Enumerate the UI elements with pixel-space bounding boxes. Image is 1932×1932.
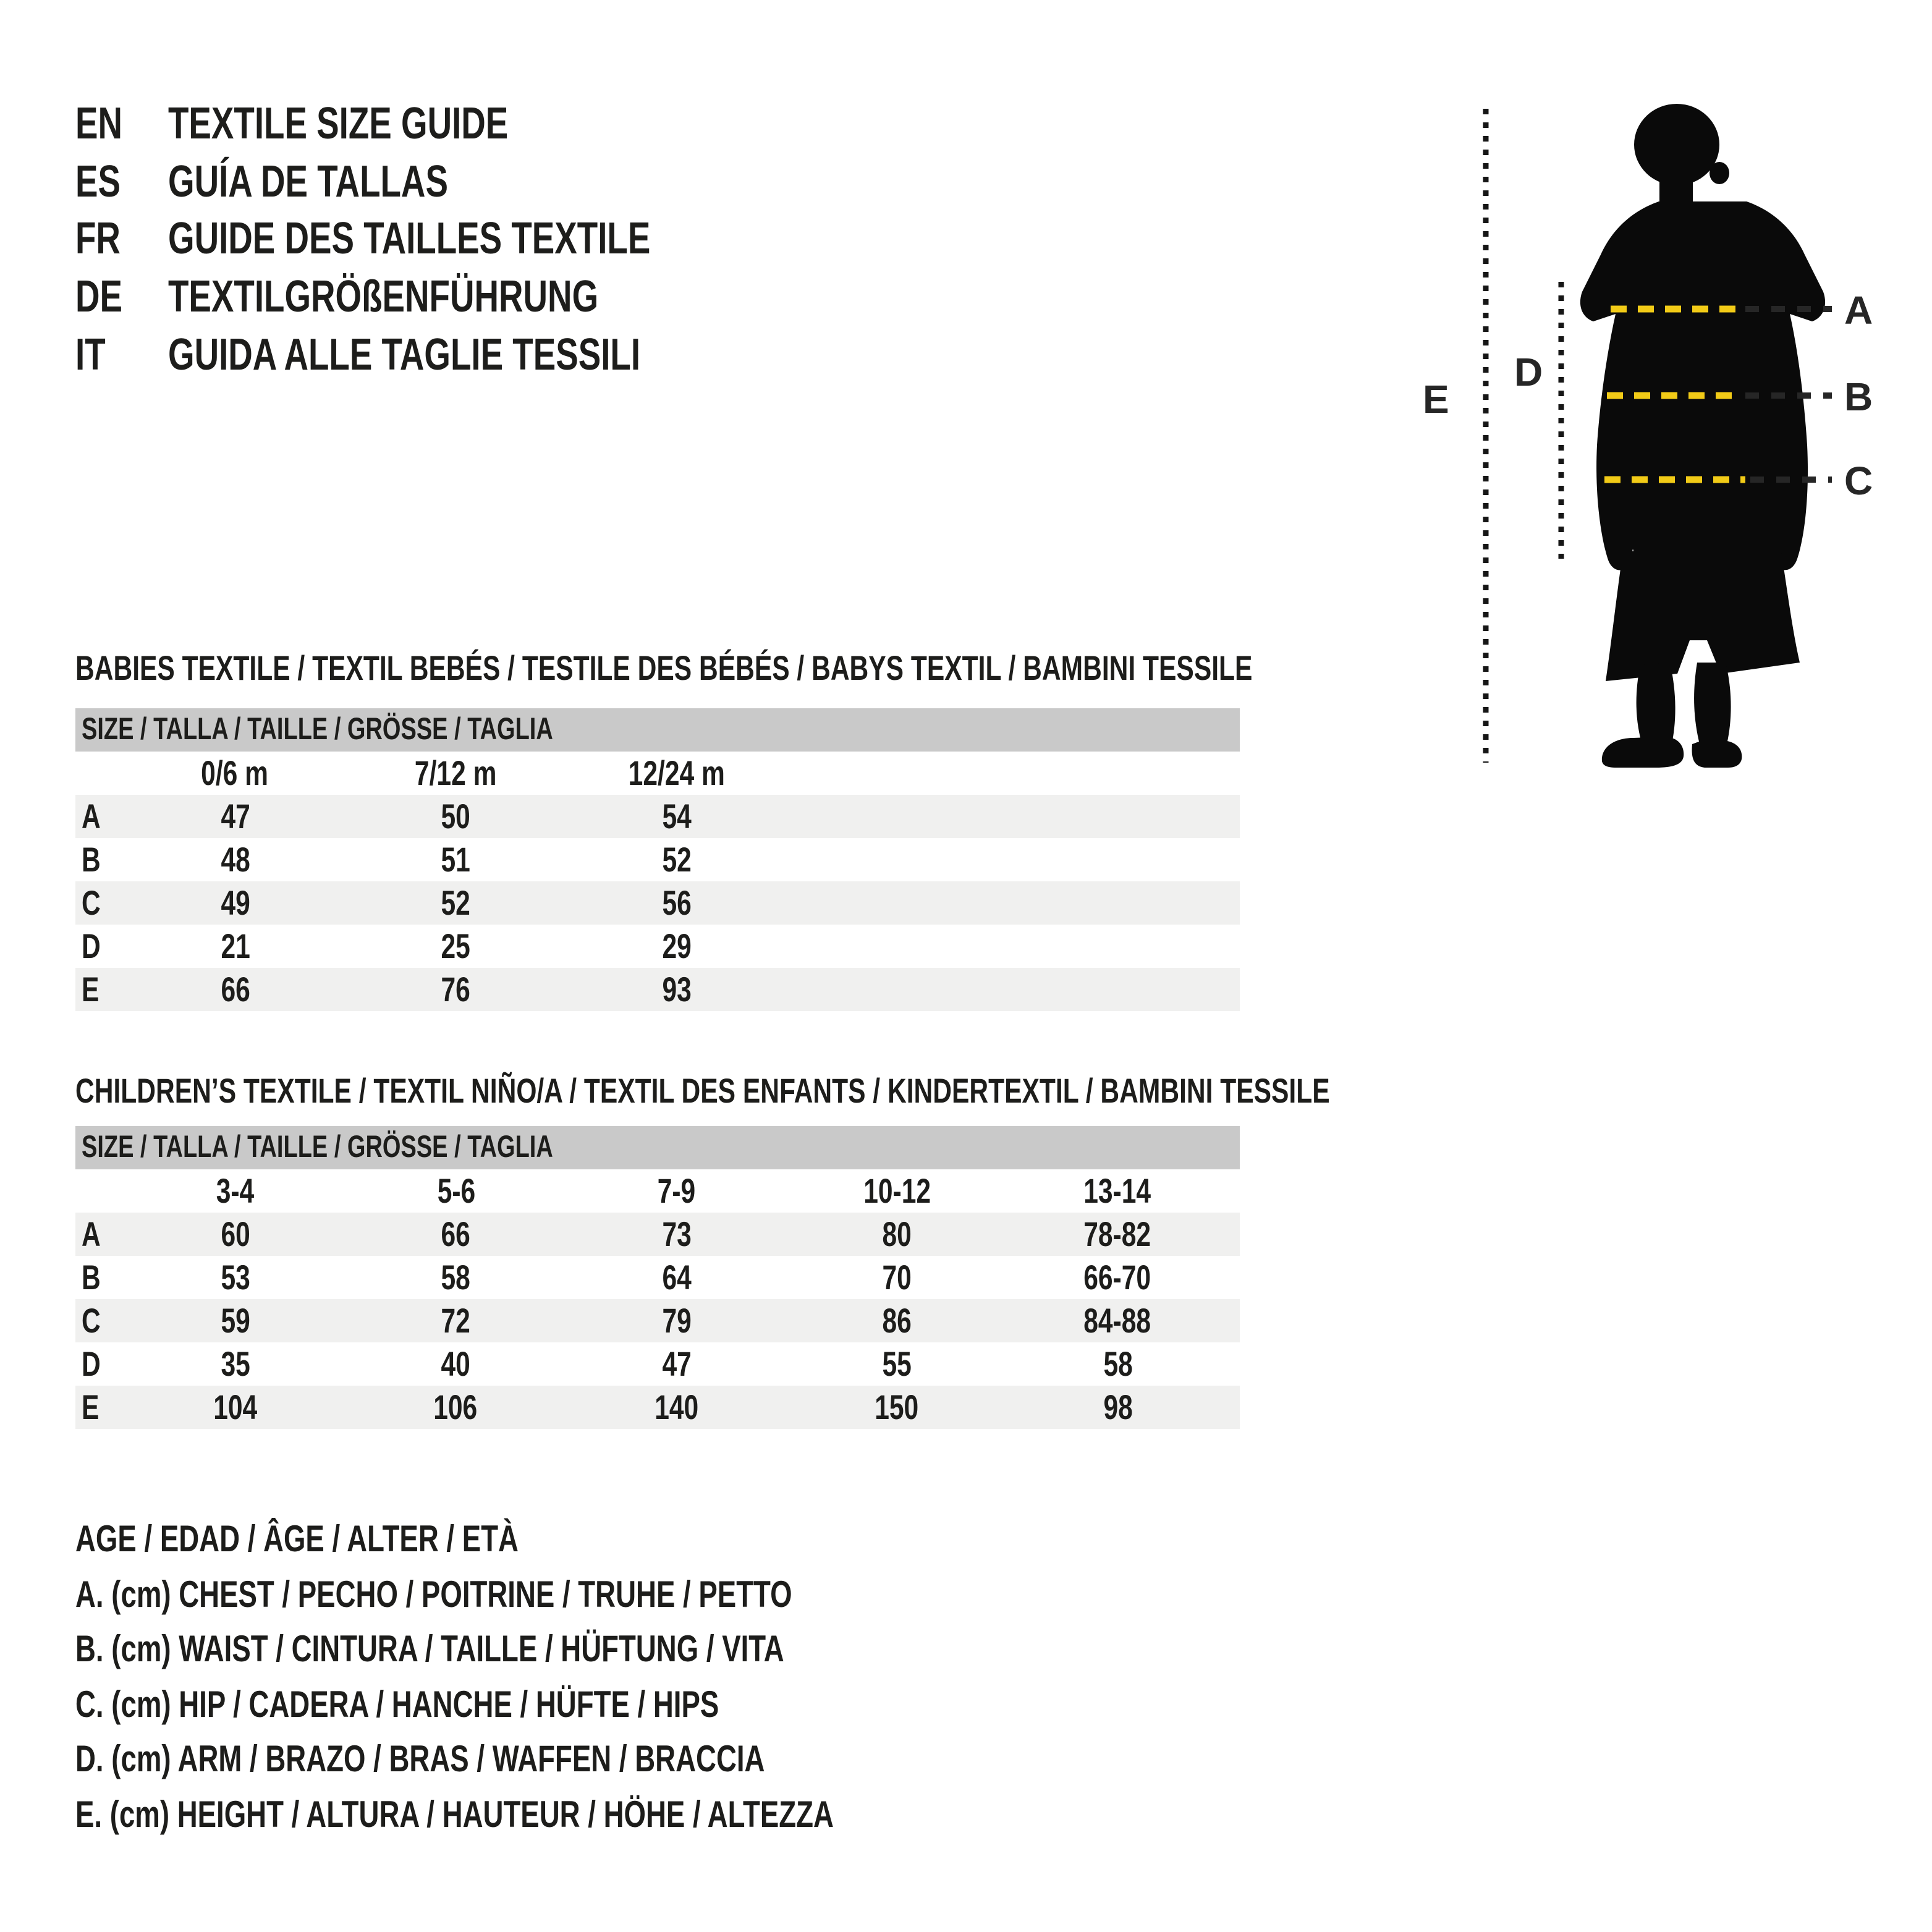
- measurement-legend: [75, 1513, 1073, 1843]
- table-cell: 47: [220, 797, 250, 835]
- table-row-a: [75, 795, 1240, 838]
- figure-label-d: D: [1514, 350, 1543, 394]
- table-cell: 52: [441, 883, 471, 922]
- language-code: IT: [75, 328, 106, 379]
- measurement-figure-diagram: [1409, 99, 1932, 791]
- babies-section-title: BABIES TEXTILE / TEXTIL BEBÉS / TESTILE DES BÉBÉS / BABYS TEXTIL / BAMBINI TESSILE: [75, 649, 1253, 687]
- row-label: B: [82, 840, 101, 878]
- column-header: 7/12 m: [415, 753, 497, 792]
- silhouette-torso: [1580, 201, 1825, 570]
- table-row-b: [75, 1256, 1240, 1299]
- table-cell: 58: [441, 1258, 471, 1296]
- row-label: B: [82, 1258, 101, 1296]
- legend-arm: D. (cm) ARM / BRAZO / BRAS / WAFFEN / BRACCIA: [75, 1739, 765, 1780]
- guide-title-it: GUIDA ALLE TAGLIE TESSILI: [168, 328, 641, 379]
- table-cell: 84-88: [1084, 1301, 1151, 1339]
- table-cell: 106: [433, 1388, 478, 1426]
- guide-title-es: GUÍA DE TALLAS: [168, 155, 448, 206]
- table-cell: 64: [661, 1258, 692, 1296]
- silhouette-ear: [1710, 162, 1729, 184]
- table-cell: 86: [882, 1301, 912, 1339]
- row-label: E: [82, 970, 100, 1008]
- table-cell: 70: [882, 1258, 912, 1296]
- column-header: 5-6: [436, 1171, 475, 1210]
- guide-title-de: TEXTILGRÖßENFÜHRUNG: [168, 271, 599, 322]
- children-section-title: CHILDREN’S TEXTILE / TEXTIL NIÑO/A / TEXTIL DES ENFANTS / KINDERTEXTIL / BAMBINI TESSILE: [75, 1072, 1330, 1110]
- table-cell: 104: [213, 1388, 258, 1426]
- table-cell: 29: [661, 926, 692, 965]
- children-size-table: [75, 1126, 1240, 1429]
- language-row-de: [75, 268, 803, 326]
- silhouette-right-leg: [1694, 663, 1731, 744]
- legend-height: E. (cm) HEIGHT / ALTURA / HAUTEUR / HÖHE / ALTEZZA: [75, 1794, 834, 1835]
- table-cell: 66: [220, 970, 250, 1008]
- table-cell: 66: [441, 1214, 471, 1253]
- silhouette-left-leg: [1637, 663, 1676, 747]
- table-cell: 72: [441, 1301, 471, 1339]
- table-row-c: [75, 881, 1240, 925]
- table-row-e: [75, 968, 1240, 1011]
- column-header: 0/6 m: [201, 753, 269, 792]
- legend-hip: C. (cm) HIP / CADERA / HANCHE / HÜFTE / HIPS: [75, 1684, 719, 1725]
- column-header: 13-14: [1084, 1171, 1151, 1210]
- table-cell: 79: [661, 1301, 692, 1339]
- row-label: E: [82, 1388, 100, 1426]
- table-row-c: [75, 1299, 1240, 1342]
- table-cell: 66-70: [1084, 1258, 1151, 1296]
- guide-title-en: TEXTILE SIZE GUIDE: [168, 98, 509, 149]
- table-cell: 58: [1103, 1344, 1133, 1383]
- table-cell: 73: [661, 1214, 692, 1253]
- table-cell: 56: [661, 883, 692, 922]
- table-row-d: [75, 1342, 1240, 1386]
- table-cell: 55: [882, 1344, 912, 1383]
- row-label: D: [82, 1344, 101, 1383]
- row-label: C: [82, 1301, 101, 1339]
- language-row-fr: [75, 210, 803, 268]
- babies-size-table: [75, 708, 1240, 1011]
- table-cell: 53: [220, 1258, 250, 1296]
- row-label: C: [82, 883, 101, 922]
- table-cell: 98: [1103, 1388, 1133, 1426]
- table-row-b: [75, 838, 1240, 881]
- row-label: D: [82, 926, 101, 965]
- legend-waist: B. (cm) WAIST / CINTURA / TAILLE / HÜFTUNG / VITA: [75, 1629, 784, 1670]
- table-cell: 76: [441, 970, 471, 1008]
- legend-age: AGE / EDAD / ÂGE / ALTER / ETÀ: [75, 1519, 519, 1560]
- silhouette-shorts: [1606, 551, 1800, 681]
- table-cell: 150: [875, 1388, 920, 1426]
- language-code: EN: [75, 98, 123, 149]
- table-cell: 35: [220, 1344, 250, 1383]
- table-row-d: [75, 925, 1240, 968]
- table-cell: 47: [661, 1344, 692, 1383]
- language-row-it: [75, 326, 803, 383]
- table-cell: 25: [441, 926, 471, 965]
- table-cell: 48: [220, 840, 250, 878]
- silhouette-right-shoe: [1692, 740, 1742, 768]
- guide-title-fr: GUIDE DES TAILLES TEXTILE: [168, 213, 651, 264]
- column-header: 10-12: [863, 1171, 931, 1210]
- table-cell: 80: [882, 1214, 912, 1253]
- column-header: 7-9: [657, 1171, 696, 1210]
- language-row-es: [75, 153, 803, 210]
- language-title-list: [75, 95, 803, 383]
- row-label: A: [82, 797, 101, 835]
- language-code: ES: [75, 155, 121, 206]
- table-cell: 52: [661, 840, 692, 878]
- size-header-bar: SIZE / TALLA / TAILLE / GRÖSSE / TAGLIA: [75, 1126, 1240, 1169]
- silhouette-left-shoe: [1602, 737, 1684, 768]
- figure-label-c: C: [1844, 459, 1873, 503]
- figure-label-e: E: [1423, 377, 1449, 422]
- figure-label-a: A: [1844, 288, 1873, 333]
- table-cell: 21: [220, 926, 250, 965]
- table-cell: 40: [441, 1344, 471, 1383]
- language-code: FR: [75, 213, 121, 264]
- table-cell: 59: [220, 1301, 250, 1339]
- table-cell: 60: [220, 1214, 250, 1253]
- table-cell: 51: [441, 840, 471, 878]
- column-header: 3-4: [216, 1171, 255, 1210]
- table-cell: 49: [220, 883, 250, 922]
- table-cell: 78-82: [1084, 1214, 1151, 1253]
- legend-chest: A. (cm) CHEST / PECHO / POITRINE / TRUHE / PETTO: [75, 1574, 792, 1615]
- babies-column-header-row: [75, 752, 1240, 795]
- table-row-a: [75, 1213, 1240, 1256]
- table-cell: 93: [661, 970, 692, 1008]
- column-header: 12/24 m: [628, 753, 725, 792]
- table-cell: 140: [654, 1388, 699, 1426]
- language-code: DE: [75, 271, 123, 322]
- figure-label-b: B: [1844, 375, 1873, 419]
- size-header-bar: SIZE / TALLA / TAILLE / GRÖSSE / TAGLIA: [75, 708, 1240, 752]
- table-cell: 54: [661, 797, 692, 835]
- row-label: A: [82, 1214, 101, 1253]
- language-row-en: [75, 95, 803, 153]
- table-cell: 50: [441, 797, 471, 835]
- table-row-e: [75, 1386, 1240, 1429]
- children-column-header-row: [75, 1169, 1240, 1213]
